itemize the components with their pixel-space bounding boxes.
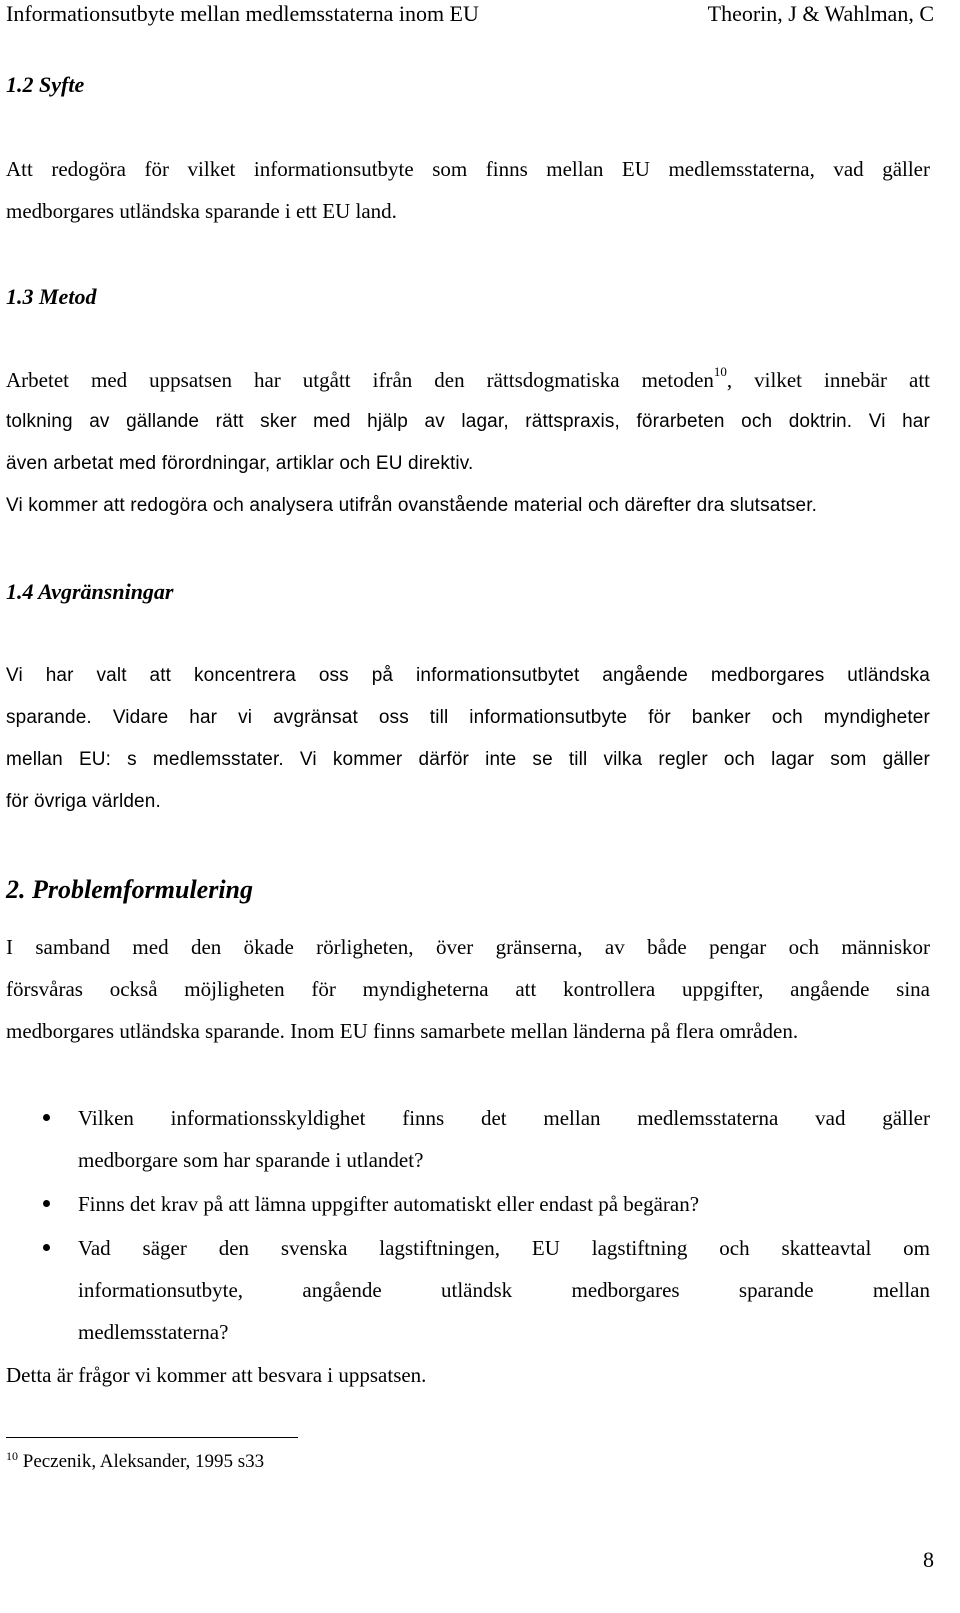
text-line: Vi har valt att koncentrera oss på informationsutbytet angående medborgares utländska [6, 665, 930, 686]
paragraph-problem [6, 926, 930, 1052]
bullet-icon [43, 1200, 50, 1207]
text-line: I samband med den ökade rörligheten, över gränserna, av både pengar och människor [6, 935, 930, 959]
text-line: Vi kommer att redogöra och analysera utifrån ovanstående material och därefter dra slutsatser. [6, 495, 818, 516]
text-line: försvåras också möjligheten för myndigheterna att kontrollera uppgifter, angående sina [6, 977, 930, 1001]
text-line: för övriga världen. [6, 791, 161, 812]
text-line: sparande. Vidare har vi avgränsat oss till informationsutbyte för banker och myndigheter [6, 707, 930, 728]
text-line [6, 359, 930, 401]
heading-avgransningar: 1.4 Avgränsningar [6, 579, 174, 604]
list-item [78, 1183, 930, 1225]
page-number: 8 [923, 1547, 934, 1572]
paragraph-closing [6, 1354, 930, 1396]
footnote-reference: 10 [713, 364, 727, 379]
text-line: medborgares utländska sparande i ett EU land. [6, 199, 397, 223]
text-line: Vilken informationsskyldighet finns det mellan medlemsstaterna vad gäller [78, 1106, 930, 1130]
text-line: medborgares utländska sparande. Inom EU finns samarbete mellan länderna på flera områden. [6, 1019, 799, 1043]
text-line: mellan EU: s medlemsstater. Vi kommer därför inte se till vilka regler och lagar som gäller [6, 749, 930, 770]
heading-syfte: 1.2 Syfte [6, 72, 85, 97]
footnote [6, 1450, 264, 1474]
running-header-title: Informationsutbyte mellan medlemsstaterna inom EU [6, 1, 479, 26]
text-fragment: , vilket innebär att [726, 368, 930, 392]
text-line: även arbetat med förordningar, artiklar och EU direktiv. [6, 453, 474, 474]
footnote-text: Peczenik, Aleksander, 1995 s33 [18, 1451, 265, 1472]
paragraph-syfte [6, 148, 930, 232]
running-header-authors: Theorin, J & Wahlman, C [707, 1, 934, 26]
text-line: medlemsstaterna? [78, 1320, 229, 1344]
list-item [78, 1227, 930, 1353]
text-line: Detta är frågor vi kommer att besvara i uppsatsen. [6, 1363, 427, 1387]
text-line: tolkning av gällande rätt sker med hjälp av lagar, rättspraxis, förarbeten och doktrin. Vi har [6, 411, 930, 432]
heading-metod: 1.3 Metod [6, 284, 97, 309]
paragraph-metod [6, 359, 930, 527]
paragraph-avgransningar [6, 655, 930, 823]
bullet-icon [43, 1114, 50, 1121]
text-line: medborgare som har sparande i utlandet? [78, 1148, 424, 1172]
text-line: informationsutbyte, angående utländsk medborgares sparande mellan [78, 1278, 930, 1302]
footnote-divider [6, 1437, 298, 1438]
footnote-number: 10 [6, 1449, 18, 1463]
text-line: Att redogöra för vilket informationsutbyte som finns mellan EU medlemsstaterna, vad gäller [6, 157, 930, 181]
text-line: Vad säger den svenska lagstiftningen, EU lagstiftning och skatteavtal om [78, 1236, 930, 1260]
bullet-icon [43, 1244, 50, 1251]
list-item [78, 1097, 930, 1181]
text-fragment: Arbetet med uppsatsen har utgått ifrån den rättsdogmatiska metoden [6, 368, 714, 392]
heading-problemformulering: 2. Problemformulering [6, 875, 254, 904]
text-line: Finns det krav på att lämna uppgifter automatiskt eller endast på begäran? [78, 1192, 700, 1216]
